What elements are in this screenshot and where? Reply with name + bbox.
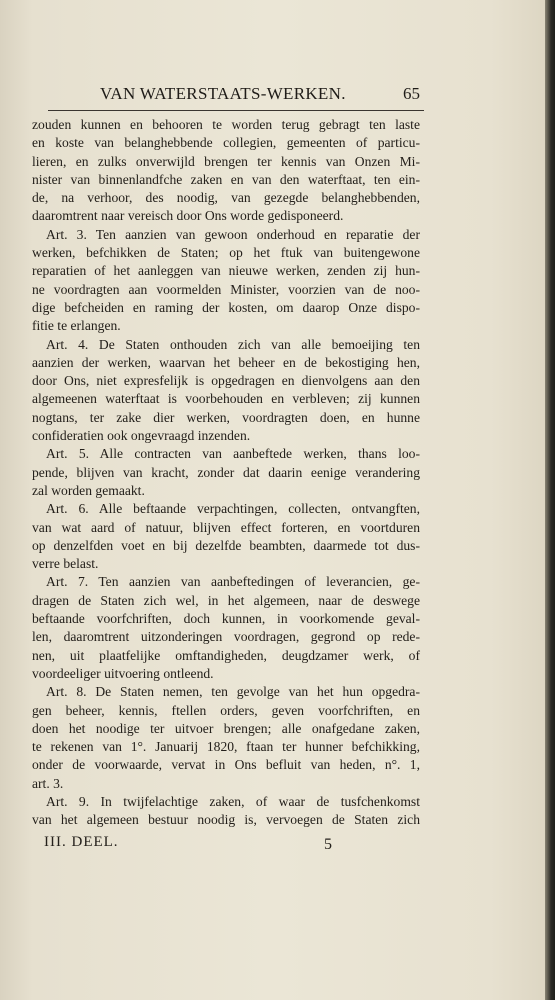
body-text [32,116,420,830]
text-line: art. 3. [32,775,64,791]
text-line: confideratien ook ongevraagd inzenden. [32,428,251,444]
text-line: van het algemeen bestuur noodig is, vervoegen de Staten zich [32,812,420,828]
text-line: Art. 7. Ten aanzien van aanbeftedingen of leverancien, ge- [46,574,420,590]
text-line: nen, uit plaatfelijke omftandigheden, deugdzamer werk, of [32,647,420,663]
text-line: Art. 6. Alle beftaande verpachtingen, collecten, ontvangften, [46,501,420,517]
text-line: nogtans, ter zake dier werken, voordragten doen, en hunne [32,409,420,425]
text-line: en koste van belanghebbende collegien, gemeenten of particu- [32,135,420,151]
page-edge-shadow [545,0,555,1000]
text-line: zouden kunnen en behooren te worden terug gebragt ten laste [32,117,420,132]
text-line: zal worden gemaakt. [32,482,145,498]
text-line: lieren, en zulks onverwijld brengen ter kennis van Onzen Mi- [32,153,420,169]
text-line: verre belast. [32,556,99,572]
text-line: Art. 3. Ten aanzien van gewoon onderhoud en reparatie der [46,226,420,242]
text-line: Art. 9. In twijfelachtige zaken, of waar de tusfchenkomst [46,793,420,809]
text-line: te rekenen van 1°. Januarij 1820, ftaan ter hunner befchikking, [32,739,420,755]
text-line: Art. 8. De Staten nemen, ten gevolge van het hun opgedra- [46,684,420,700]
text-line: reparatien of het aanleggen van nieuwe werken, zenden zij hun- [32,263,420,279]
text-line: werken, befchikken de Staten; op het ftuk van buitengewone [32,245,420,261]
text-line: dige befcheiden en raming der kosten, om daarop Onze dispo- [32,299,420,315]
volume-signature: III. DEEL. [44,834,119,850]
text-line: ne voordragten aan voormelden Minister, voorzien van de noo- [32,281,420,297]
text-line: fitie te erlangen. [32,318,121,334]
text-line: de, na verhoor, des noodig, van gezegde belanghebbenden, [32,190,420,206]
page-number: 65 [403,84,420,103]
text-line: daaromtrent naar vereisch door Ons worde gedisponeerd. [32,208,344,224]
text-line: voordeeliger uitvoering ontleend. [32,665,214,681]
running-title: VAN WATERSTAATS-WERKEN. [100,84,346,103]
text-line: dragen de Staten zich wel, in het algemeen, naar de deswege [32,592,420,608]
text-line: aanzien der werken, waarvan het beheer en de bekostiging hen, [32,354,420,370]
text-line: len, daaromtrent uitzonderingen voordragen, gegrond op rede- [32,629,420,645]
text-line: Art. 5. Alle contracten van aanbeftede werken, thans loo- [46,446,420,462]
text-line: gen beheer, kennis, ftellen orders, geven voorfchriften, en [32,702,420,718]
text-line: onder de voorwaarde, vervat in Ons befluit van heden, n°. 1, [32,757,420,773]
text-line: door Ons, niet expresfelijk is opgedragen en dienvolgens aan den [32,373,420,389]
page-footer [44,834,384,854]
signature-mark: 5 [324,836,332,853]
text-line: algemeenen waterftaat is voorbehouden en verbleven; zij kunnen [32,391,420,407]
text-line: beftaande voorfchriften, doch kunnen, in voorkomende geval- [32,611,420,627]
text-line: doen het noodige ter uitvoer brengen; alle onafgedane zaken, [32,720,420,736]
text-line: Art. 4. De Staten onthouden zich van alle bemoeijing ten [46,336,420,352]
page-header [48,84,424,111]
text-line: nister van binnenlandfche zaken en van den waterftaat, ten ein- [32,171,420,187]
text-line: pende, blijven van kracht, zonder dat daarin eenige verandering [32,464,420,480]
text-line: op denzelfden voet en bij dezelfde beambten, daarmede tot dus- [32,537,420,553]
text-line: van wat aard of natuur, blijven effect forteren, en voortduren [32,519,420,535]
